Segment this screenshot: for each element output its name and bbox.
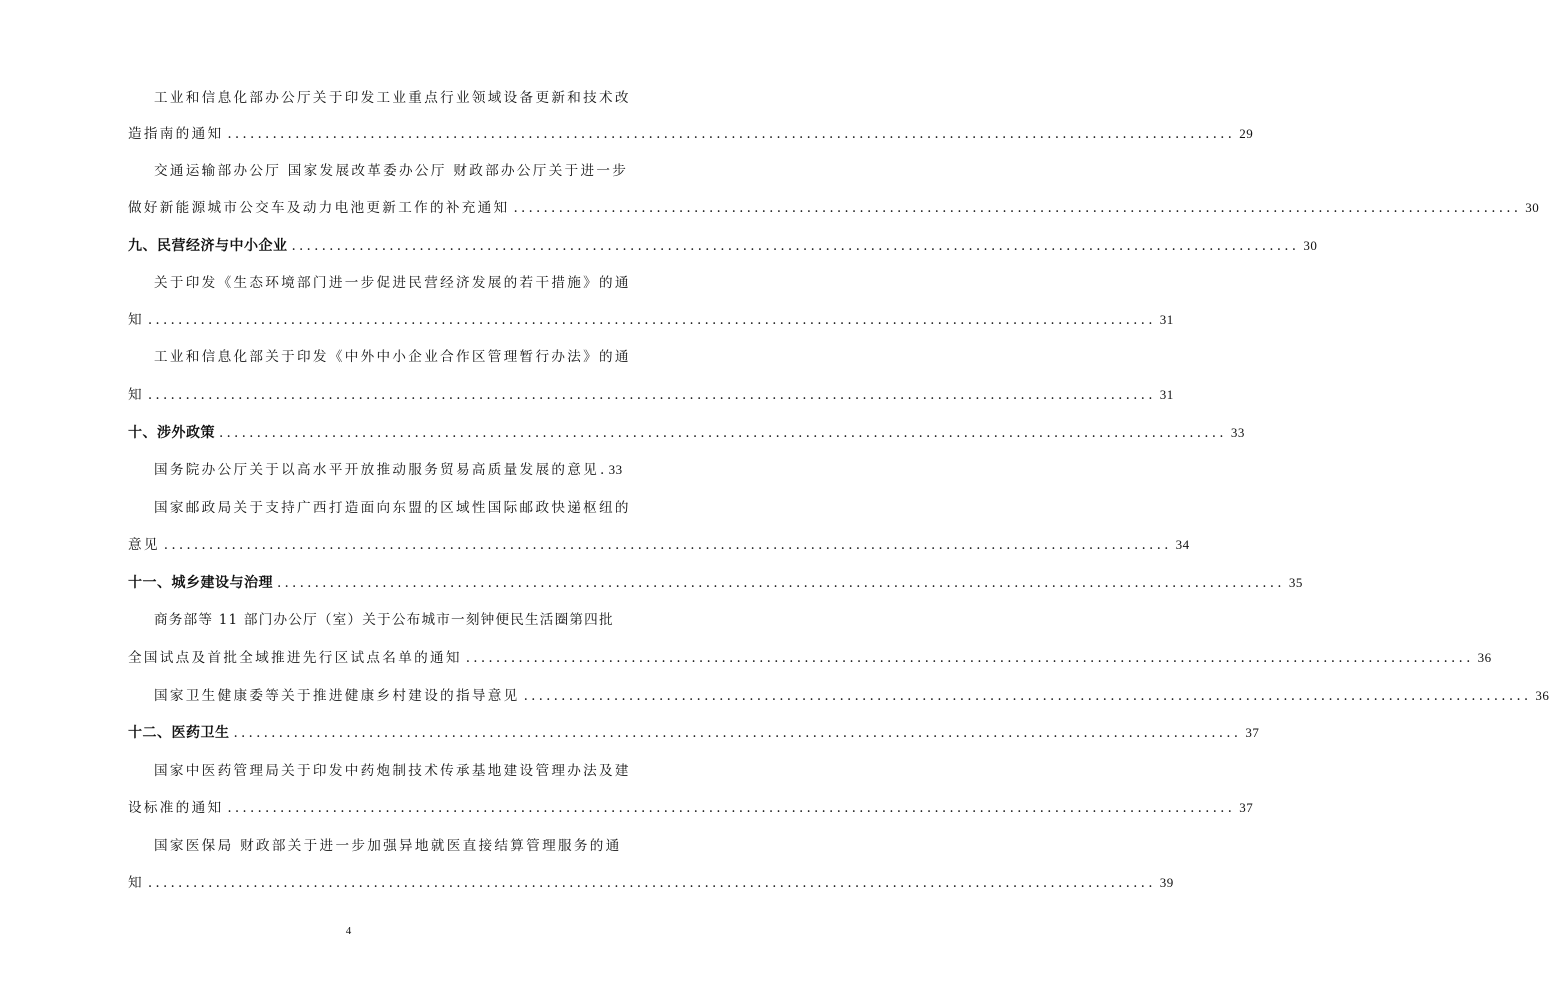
toc-entry[interactable] — [128, 196, 1540, 220]
toc-leader: ...................................................................................................................................... — [227, 126, 1236, 142]
toc-entry-text: 知 — [128, 387, 144, 403]
toc-entry[interactable] — [128, 308, 1174, 332]
page-number-footer: 4 — [345, 925, 352, 937]
toc-entry-text: 造指南的通知 — [128, 126, 224, 142]
toc-entry-text: 意见 — [128, 537, 160, 553]
toc-page-number: 31 — [1159, 387, 1174, 402]
toc-leader: ...................................................................................................................................... — [513, 200, 1522, 216]
toc-page-number: 29 — [1239, 126, 1254, 141]
toc-entry-text: 工业和信息化部关于印发《中外中小企业合作区管理暂行办法》的通 — [154, 349, 631, 365]
toc-entry-text: 国家邮政局关于支持广西打造面向东盟的区域性国际邮政快递枢纽的 — [154, 500, 631, 516]
toc-page-number: 34 — [1175, 537, 1190, 552]
toc-entry[interactable] — [128, 796, 1254, 820]
toc-page-number: 36 — [1477, 650, 1492, 665]
toc-page-number: 33 — [1230, 425, 1245, 440]
toc-entry[interactable] — [128, 383, 1174, 407]
toc-leader: ...................................................................................................................................... — [523, 688, 1532, 704]
toc-entry-text: 工业和信息化部办公厅关于印发工业重点行业领域设备更新和技术改 — [154, 90, 631, 106]
toc-page-number: 33 — [608, 462, 623, 477]
toc-entry-text: 国家中医药管理局关于印发中药炮制技术传承基地建设管理办法及建 — [154, 763, 631, 779]
toc-section-heading[interactable] — [128, 721, 1260, 745]
toc-entry-text: 设标准的通知 — [128, 800, 224, 816]
toc-page-number: 37 — [1245, 725, 1260, 740]
toc-entry[interactable] — [128, 533, 1190, 557]
toc-entry[interactable] — [128, 646, 1492, 670]
toc-entry-text: 国家卫生健康委等关于推进健康乡村建设的指导意见 — [154, 688, 520, 704]
toc-entry-text: 交通运输部办公厅 国家发展改革委办公厅 财政部办公厅关于进一步 — [154, 163, 629, 179]
toc-page-number: 37 — [1239, 800, 1254, 815]
toc-leader: ...................................................................................................................................... — [233, 725, 1242, 741]
toc-page-number: 30 — [1525, 200, 1540, 215]
toc-entry-text: 知 — [128, 312, 144, 328]
toc-leader: ...................................................................................................................................... — [465, 650, 1474, 666]
toc-page-number: 35 — [1288, 575, 1303, 590]
toc-leader: ...................................................................................................................................... — [147, 387, 1156, 403]
toc-page-number: 31 — [1159, 312, 1174, 327]
section-title: 九、民营经济与中小企业 — [128, 238, 288, 254]
toc-leader: ...................................................................................................................................... — [147, 312, 1156, 328]
toc-leader: . — [600, 462, 608, 478]
toc-page-number: 30 — [1303, 238, 1318, 253]
section-title: 十、涉外政策 — [128, 425, 215, 441]
toc-leader: ...................................................................................................................................... — [163, 537, 1172, 553]
toc-section-heading[interactable] — [128, 571, 1303, 595]
toc-leader: ...................................................................................................................................... — [227, 800, 1236, 816]
toc-entry[interactable] — [128, 122, 1254, 146]
toc-leader: ...................................................................................................................................... — [147, 875, 1156, 891]
toc-entry-text: 全国试点及首批全域推进先行区试点名单的通知 — [128, 650, 462, 666]
toc-entry-text: 做好新能源城市公交车及动力电池更新工作的补充通知 — [128, 200, 510, 216]
section-title: 十二、医药卫生 — [128, 725, 230, 741]
toc-entry[interactable] — [154, 684, 1549, 708]
toc-page-number: 39 — [1159, 875, 1174, 890]
toc-section-heading[interactable] — [128, 421, 1245, 445]
toc-page-number: 36 — [1535, 688, 1549, 703]
toc-entry[interactable] — [128, 871, 1174, 895]
toc-entry[interactable] — [154, 458, 623, 482]
toc-leader: ...................................................................................................................................... — [277, 575, 1285, 591]
section-title: 十一、城乡建设与治理 — [128, 575, 273, 591]
toc-section-heading[interactable] — [128, 234, 1318, 258]
toc-leader: ...................................................................................................................................... — [291, 238, 1300, 254]
toc-entry-text: 关于印发《生态环境部门进一步促进民营经济发展的若干措施》的通 — [154, 275, 631, 291]
toc-entry-text: 国务院办公厅关于以高水平开放推动服务贸易高质量发展的意见 — [154, 462, 600, 478]
toc-entry-text: 商务部等 11 部门办公厅（室）关于公布城市一刻钟便民生活圈第四批 — [154, 612, 614, 628]
toc-entry-text: 知 — [128, 875, 144, 891]
toc-entry-text: 国家医保局 财政部关于进一步加强异地就医直接结算管理服务的通 — [154, 838, 622, 854]
toc-leader: ...................................................................................................................................... — [219, 425, 1227, 441]
